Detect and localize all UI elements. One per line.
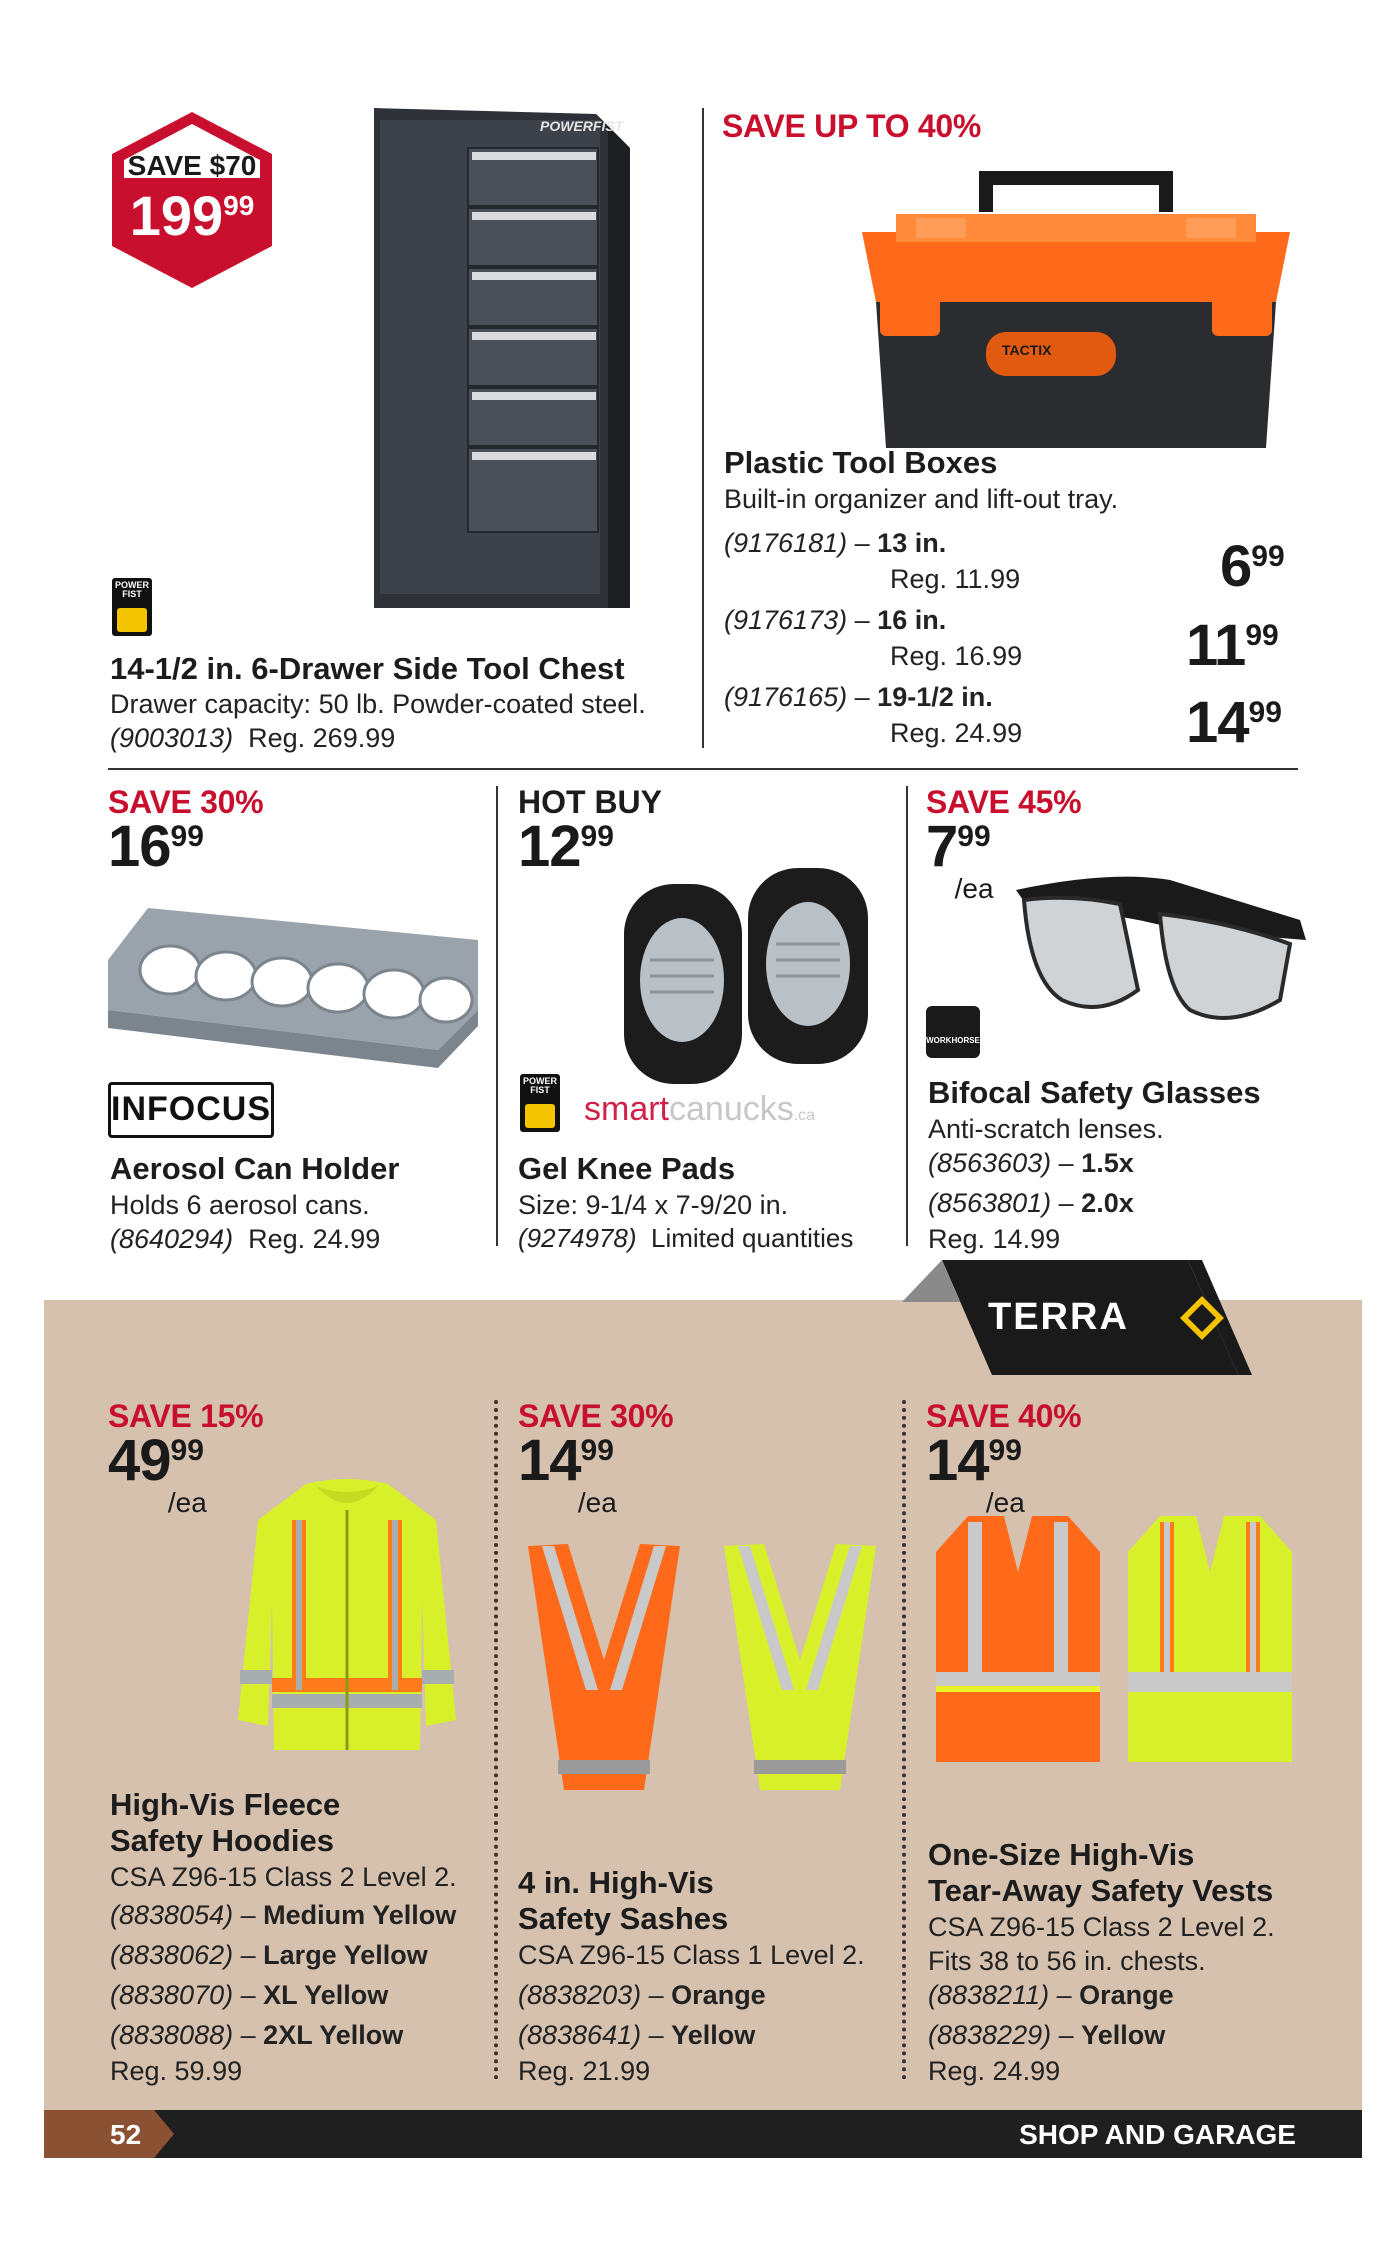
tool-chest-title: 14-1/2 in. 6-Drawer Side Tool Chest: [110, 651, 625, 686]
glasses-save: SAVE 45%: [926, 784, 1082, 820]
dotted-divider: [902, 1400, 906, 2080]
tool-boxes-title: Plastic Tool Boxes: [724, 445, 998, 480]
knee-pads-desc: Size: 9-1/4 x 7-9/20 in.: [518, 1190, 789, 1220]
can-holder-price: $16^{99}$: [108, 814, 204, 879]
tool-box-image: [856, 172, 1296, 452]
sashes-title-1: 4 in. High-Vis: [518, 1865, 714, 1900]
knee-pads-hot-buy: HOT BUY: [518, 784, 662, 820]
hoodies-variant-2: (8838062) – Large Yellow: [110, 1940, 428, 1970]
safety-sashes-image: [518, 1540, 892, 1800]
vests-desc-2: Fits 38 to 56 in. chests.: [928, 1946, 1206, 1976]
power-fist-logo-icon: POWER FIST: [520, 1074, 560, 1132]
tool-box-variant-13-reg: Reg. 11.99: [890, 564, 1021, 594]
safety-glasses-image: [1010, 870, 1310, 1030]
tool-box-price-16: $11^{99}$: [1186, 613, 1279, 678]
hoodies-title-1: High-Vis Fleece: [110, 1787, 341, 1822]
sashes-variant-2: (8838641) – Yellow: [518, 2020, 756, 2050]
sashes-desc: CSA Z96-15 Class 1 Level 2.: [518, 1940, 865, 1970]
glasses-title: Bifocal Safety Glasses: [928, 1075, 1261, 1110]
glasses-price: $7^{99}/ea$: [926, 814, 994, 904]
hoodies-price: $49^{99}/ea$: [108, 1428, 207, 1518]
sashes-reg: Reg. 21.99: [518, 2056, 651, 2086]
vests-desc-1: CSA Z96-15 Class 2 Level 2.: [928, 1912, 1275, 1942]
hoodies-variant-4: (8838088) – 2XL Yellow: [110, 2020, 404, 2050]
page-footer: [44, 2110, 1362, 2158]
hoodies-title-2: Safety Hoodies: [110, 1823, 334, 1858]
glasses-variant-2: (8563801) – 2.0x: [928, 1188, 1134, 1218]
section-title: SHOP AND GARAGE: [1019, 2119, 1296, 2150]
section-divider: [108, 768, 1298, 770]
sashes-price: $14^{99}/ea$: [518, 1428, 617, 1518]
glasses-variant-1: (8563603) – 1.5x: [928, 1148, 1134, 1178]
safety-vests-image: [928, 1512, 1300, 1776]
vests-title-1: One-Size High-Vis: [928, 1837, 1195, 1872]
vests-price: $14^{99}/ea$: [926, 1428, 1025, 1518]
hoodies-save: SAVE 15%: [108, 1398, 264, 1434]
sashes-variant-1: (8838203) – Orange: [518, 1980, 766, 2010]
tool-chest-brand-text: POWERFIST: [540, 118, 624, 134]
save-badge-price: $199^{99}$: [129, 184, 255, 247]
hoodie-image: [236, 1480, 458, 1760]
tool-box-price-13: $6^{99}$: [1220, 534, 1285, 599]
vests-variant-1: (8838211) – Orange: [928, 1980, 1174, 2010]
can-holder-sku-line: (8640294) Reg. 24.99: [110, 1224, 381, 1254]
vests-reg: Reg. 24.99: [928, 2056, 1061, 2086]
tool-box-variant-16-reg: Reg. 16.99: [890, 641, 1023, 671]
hoodies-variant-1: (8838054) – Medium Yellow: [110, 1900, 457, 1930]
vests-title-2: Tear-Away Safety Vests: [928, 1873, 1274, 1908]
page-number: 52: [110, 2119, 142, 2150]
divider: [702, 108, 704, 748]
tool-boxes-desc: Built-in organizer and lift-out tray.: [724, 484, 1119, 514]
chevron-right-icon: [154, 2110, 174, 2158]
workhorse-logo-icon: WORKHORSE: [926, 1006, 980, 1058]
can-holder-image: [108, 900, 478, 1070]
dotted-divider: [494, 1400, 498, 2080]
can-holder-save: SAVE 30%: [108, 784, 264, 820]
tool-chest-desc: Drawer capacity: 50 lb. Powder-coated steel.: [110, 689, 646, 719]
knee-pads-title: Gel Knee Pads: [518, 1151, 736, 1186]
sashes-title-2: Safety Sashes: [518, 1901, 729, 1936]
tool-chest-sku-line: (9003013) Reg. 269.99: [110, 723, 396, 753]
glasses-reg: Reg. 14.99: [928, 1224, 1061, 1254]
knee-pads-image: [616, 860, 876, 1100]
tool-box-brand-text: TACTIX: [1002, 342, 1052, 358]
sashes-save: SAVE 30%: [518, 1398, 674, 1434]
divider: [906, 786, 908, 1246]
divider: [496, 786, 498, 1246]
knee-pads-price: $12^{99}$: [518, 814, 614, 879]
hoodies-variant-3: (8838070) – XL Yellow: [110, 1980, 389, 2010]
knee-pads-sku-line: (9274978) Limited quantities: [518, 1223, 854, 1253]
vests-save: SAVE 40%: [926, 1398, 1082, 1434]
infocus-logo-icon: INFOCUS: [108, 1082, 274, 1138]
hoodies-reg: Reg. 59.99: [110, 2056, 243, 2086]
save-badge-label: SAVE $70: [127, 150, 257, 181]
tool-box-variant-16: (9176173) – 16 in.: [724, 605, 947, 635]
tool-chest-image: [360, 108, 640, 608]
tool-box-variant-13: (9176181) – 13 in.: [724, 528, 947, 558]
glasses-desc: Anti-scratch lenses.: [928, 1114, 1164, 1144]
tool-box-price-19: $14^{99}$: [1186, 690, 1282, 755]
tool-box-variant-19-reg: Reg. 24.99: [890, 718, 1023, 748]
tool-boxes-save: SAVE UP TO 40%: [722, 108, 982, 144]
can-holder-desc: Holds 6 aerosol cans.: [110, 1190, 370, 1220]
vests-variant-2: (8838229) – Yellow: [928, 2020, 1166, 2050]
can-holder-title: Aerosol Can Holder: [110, 1151, 400, 1186]
smartcanucks-watermark: smartcanucks.ca: [584, 1090, 816, 1128]
tool-box-variant-19: (9176165) – 19-1/2 in.: [724, 682, 993, 712]
hoodies-desc: CSA Z96-15 Class 2 Level 2.: [110, 1862, 457, 1892]
power-fist-logo-icon: POWER FIST: [112, 578, 152, 636]
terra-brand: TERRA: [988, 1296, 1129, 1338]
